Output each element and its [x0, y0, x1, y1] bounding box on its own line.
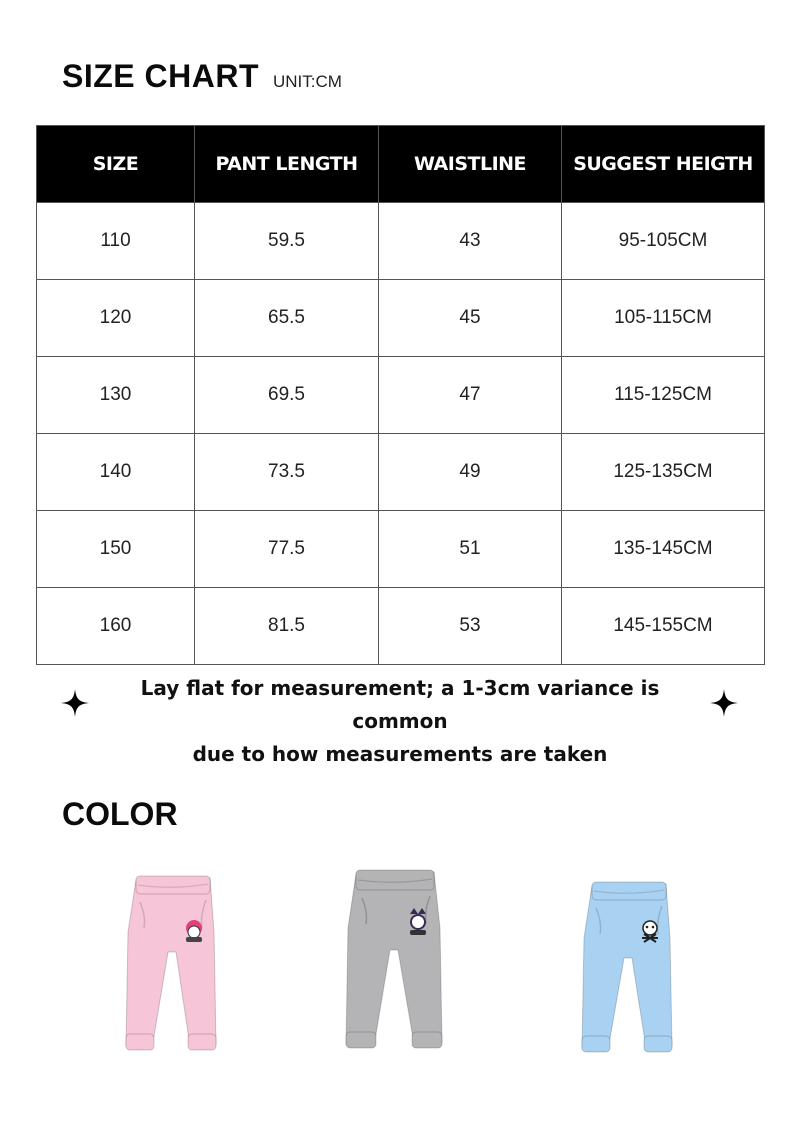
column-header-waistline: WAISTLINE: [379, 126, 562, 203]
pants-icon: [118, 872, 228, 1062]
color-section-title: COLOR: [62, 796, 178, 832]
table-cell: 150: [37, 511, 195, 588]
note-line-2: due to how measurements are taken: [192, 742, 608, 766]
blue-pants-image: [582, 882, 672, 1052]
table-row: [37, 434, 765, 511]
table-cell: 95-105CM: [562, 203, 765, 280]
table-row: [37, 511, 765, 588]
table-cell: 125-135CM: [562, 434, 765, 511]
table-cell: 105-115CM: [562, 280, 765, 357]
pants-icon: [574, 878, 684, 1068]
sparkle-icon: [60, 688, 90, 718]
table-cell: 47: [379, 357, 562, 434]
table-cell: 69.5: [195, 357, 379, 434]
table-cell: 51: [379, 511, 562, 588]
table-cell: 130: [37, 357, 195, 434]
size-table: [36, 125, 765, 665]
table-cell: 73.5: [195, 434, 379, 511]
table-cell: 53: [379, 588, 562, 665]
table-row: [37, 280, 765, 357]
table-cell: 140: [37, 434, 195, 511]
table-cell: 160: [37, 588, 195, 665]
unit-label: UNIT:CM: [273, 72, 342, 91]
table-cell: 135-145CM: [562, 511, 765, 588]
pants-icon: [340, 866, 450, 1056]
table-cell: 43: [379, 203, 562, 280]
column-header-suggest-height: SUGGEST HEIGTH: [562, 126, 765, 203]
table-cell: 120: [37, 280, 195, 357]
column-header-size: SIZE: [37, 126, 195, 203]
table-cell: 77.5: [195, 511, 379, 588]
table-cell: 110: [37, 203, 195, 280]
title-row: [62, 58, 342, 95]
column-header-pant-length: PANT LENGTH: [195, 126, 379, 203]
table-cell: 49: [379, 434, 562, 511]
table-row: [37, 588, 765, 665]
table-row: [37, 203, 765, 280]
table-header-row: [37, 126, 765, 203]
pink-pants-image: [126, 876, 216, 1050]
table-cell: 59.5: [195, 203, 379, 280]
table-cell: 65.5: [195, 280, 379, 357]
table-cell: 81.5: [195, 588, 379, 665]
gray-pants-image: [346, 870, 442, 1048]
measurement-note: [100, 672, 700, 771]
table-row: [37, 357, 765, 434]
table-cell: 45: [379, 280, 562, 357]
page-title: SIZE CHART: [62, 58, 259, 94]
note-line-1: Lay flat for measurement; a 1-3cm variance is common: [140, 676, 660, 733]
sparkle-icon: [709, 688, 739, 718]
table-cell: 145-155CM: [562, 588, 765, 665]
table-cell: 115-125CM: [562, 357, 765, 434]
